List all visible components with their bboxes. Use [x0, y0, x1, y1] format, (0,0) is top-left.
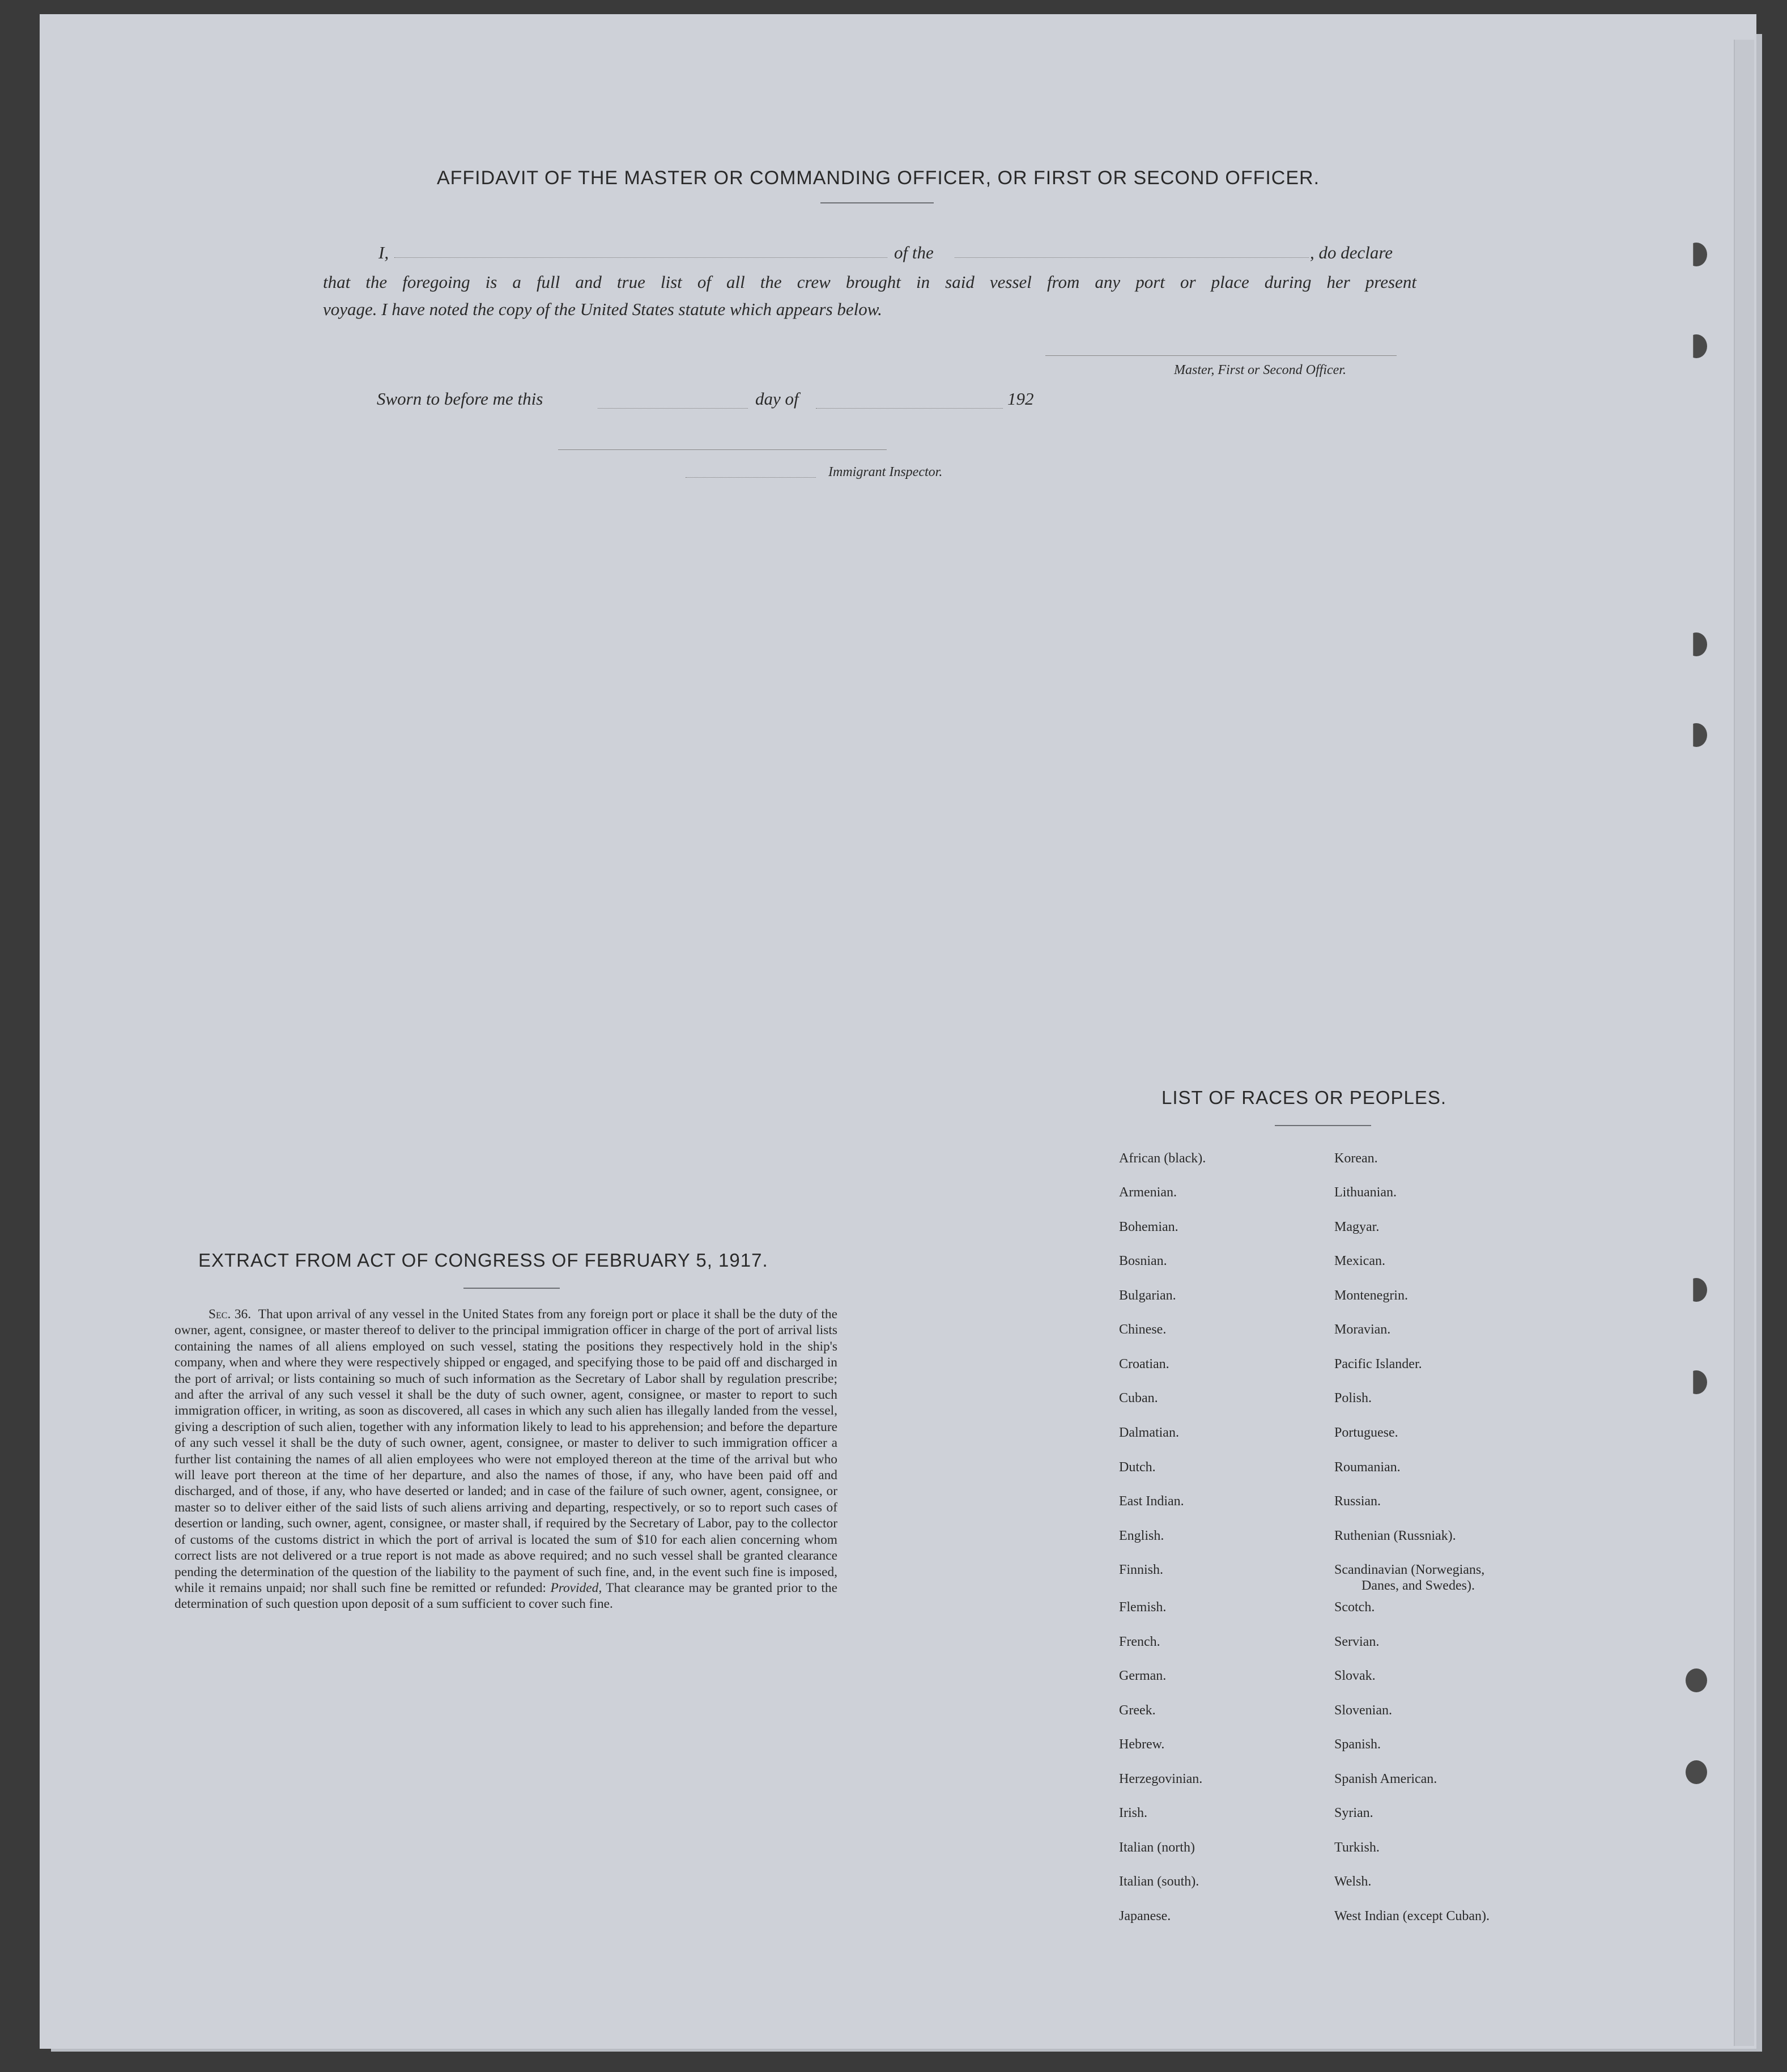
- statute-body-2: That clearance may be granted prior to the determination of such question upon deposit of a sum sufficient to cover such fine.: [175, 1580, 837, 1612]
- vessel-blank: [955, 257, 1309, 258]
- race-item: Bulgarian.: [1119, 1288, 1176, 1303]
- races-title: LIST OF RACES OR PEOPLES.: [1161, 1087, 1447, 1108]
- race-item: Bosnian.: [1119, 1254, 1167, 1268]
- race-item: Dalmatian.: [1119, 1425, 1179, 1440]
- race-item: Scandinavian (Norwegians,: [1334, 1563, 1485, 1577]
- race-item: Greek.: [1119, 1703, 1156, 1718]
- race-item: Italian (south).: [1119, 1874, 1199, 1889]
- race-item: East Indian.: [1119, 1494, 1184, 1509]
- race-item: Armenian.: [1119, 1185, 1177, 1200]
- race-item: Magyar.: [1334, 1220, 1380, 1234]
- race-item: Pacific Islander.: [1334, 1357, 1422, 1372]
- sworn-month-blank: [816, 408, 1003, 409]
- sworn-year: 192: [1007, 389, 1034, 409]
- race-item: Irish.: [1119, 1806, 1147, 1820]
- race-item: Dutch.: [1119, 1460, 1156, 1475]
- race-item: Herzegovinian.: [1119, 1772, 1203, 1786]
- binder-hole: [1686, 1760, 1707, 1784]
- affidavit-i: I,: [378, 243, 389, 262]
- binder-hole: [1686, 1668, 1707, 1692]
- extract-divider: [463, 1288, 560, 1289]
- race-item: Korean.: [1334, 1151, 1378, 1166]
- sworn-day-blank: [598, 408, 748, 409]
- race-item: Croatian.: [1119, 1357, 1169, 1372]
- extract-title: EXTRACT FROM ACT OF CONGRESS OF FEBRUARY 5, 1917.: [198, 1250, 768, 1271]
- race-item: Japanese.: [1119, 1909, 1171, 1924]
- race-item: Hebrew.: [1119, 1737, 1165, 1752]
- race-item: Ruthenian (Russniak).: [1334, 1528, 1456, 1543]
- race-item: Cuban.: [1119, 1391, 1158, 1406]
- race-item: African (black).: [1119, 1151, 1206, 1166]
- race-item: Flemish.: [1119, 1600, 1167, 1615]
- race-item: Spanish.: [1334, 1737, 1381, 1752]
- race-item: Montenegrin.: [1334, 1288, 1408, 1303]
- race-item: Welsh.: [1334, 1874, 1372, 1889]
- section-label: Sec. 36.: [209, 1307, 252, 1322]
- race-item: Portuguese.: [1334, 1425, 1398, 1440]
- inspector-label: Immigrant Inspector.: [828, 465, 943, 479]
- race-item: English.: [1119, 1528, 1164, 1543]
- races-divider: [1275, 1125, 1371, 1126]
- race-item: Slovak.: [1334, 1668, 1376, 1683]
- inspector-blank: [686, 477, 816, 478]
- title-divider: [820, 202, 934, 203]
- race-item: West Indian (except Cuban).: [1334, 1909, 1490, 1924]
- provided-word: Provided,: [550, 1580, 602, 1595]
- race-item: Mexican.: [1334, 1254, 1385, 1268]
- race-item: Moravian.: [1334, 1322, 1391, 1337]
- race-item: Polish.: [1334, 1391, 1372, 1406]
- race-item: Roumanian.: [1334, 1460, 1401, 1475]
- statute-body-1: That upon arrival of any vessel in the United States from any foreign port or place it shall be the duty of the owner, agent, consignee, or master thereof to deliver to the principal immigration officer in charge of the port of arrival lists containing the names of all aliens employed on such vessel, stating the positions they respectively hold in the ship's company, when and where they were respectively shipped or engaged, and specifying those to be paid off and discharged in the port of arrival; or lists containing so much of such information as the Secretary of Labor shall by regulation prescribe; and after the arrival of any such vessel it shall be the duty of such owner, agent, consignee, or master to report to such immigration officer, in writing, as soon as discovered, all cases in which any such alien has illegally landed from the vessel, giving a description of such alien, together with any information likely to lead to his apprehension; and before the departure of any such vessel it shall be the duty of such owner, agent, consignee, or master to deliver to such immigration officer a further list containing the names of all alien employees who were not employed thereon at the time of the arrival but who will leave port thereon at the time of her departure, and also the names of those, if any, who have been paid off and discharged, and of those, if any, who have deserted or landed; and in case of the failure of such owner, agent, consignee, or master so to deliver either of the said lists of such aliens arriving and departing, respectively, or so to report such cases of desertion or landing, such owner, agent, consignee, or master shall, if required by the Secretary of Labor, pay to the collector of customs of the customs district in which the port of arrival is located the sum of $10 for each alien concerning whom correct lists are not delivered or a true report is not made as above required; and no such vessel shall be granted clearance pending the determination of the question of the liability to the payment of such fine, and, in the event such fine is imposed, while it remains unpaid; nor shall such fine be remitted or refunded:: [175, 1307, 837, 1595]
- race-item: Servian.: [1334, 1634, 1380, 1649]
- race-item: Spanish American.: [1334, 1772, 1437, 1786]
- race-item: Finnish.: [1119, 1563, 1164, 1577]
- race-item: Turkish.: [1334, 1840, 1380, 1855]
- race-item: French.: [1119, 1634, 1160, 1649]
- affidavit-line2: that the foregoing is a full and true list of all the crew brought in said vessel from any port or place during her present: [323, 272, 1416, 292]
- sworn-day-of: day of: [755, 389, 799, 409]
- race-item: Lithuanian.: [1334, 1185, 1397, 1200]
- page-edge: [1734, 40, 1754, 2046]
- inspector-signature-line: [558, 449, 887, 450]
- affidavit-do-declare: , do declare: [1310, 243, 1393, 262]
- affidavit-of-the: of the: [894, 243, 934, 262]
- race-item: Slovenian.: [1334, 1703, 1392, 1718]
- race-item: Russian.: [1334, 1494, 1381, 1509]
- race-item: Italian (north): [1119, 1840, 1195, 1855]
- race-item: German.: [1119, 1668, 1167, 1683]
- document-page: [40, 14, 1756, 2049]
- signature-label: Master, First or Second Officer.: [1174, 363, 1346, 377]
- race-item: Scotch.: [1334, 1600, 1375, 1615]
- affidavit-title: AFFIDAVIT OF THE MASTER OR COMMANDING OFFICER, OR FIRST OR SECOND OFFICER.: [436, 167, 1320, 189]
- race-item: Bohemian.: [1119, 1220, 1178, 1234]
- race-item-continuation: Danes, and Swedes).: [1361, 1578, 1475, 1593]
- signature-line: [1045, 355, 1397, 356]
- statute-text: [175, 1306, 837, 1612]
- race-item: Syrian.: [1334, 1806, 1373, 1820]
- name-blank: [394, 257, 887, 258]
- sworn-prefix: Sworn to before me this: [377, 389, 543, 409]
- race-item: Chinese.: [1119, 1322, 1167, 1337]
- affidavit-line3: voyage. I have noted the copy of the United States statute which appears below.: [323, 299, 882, 319]
